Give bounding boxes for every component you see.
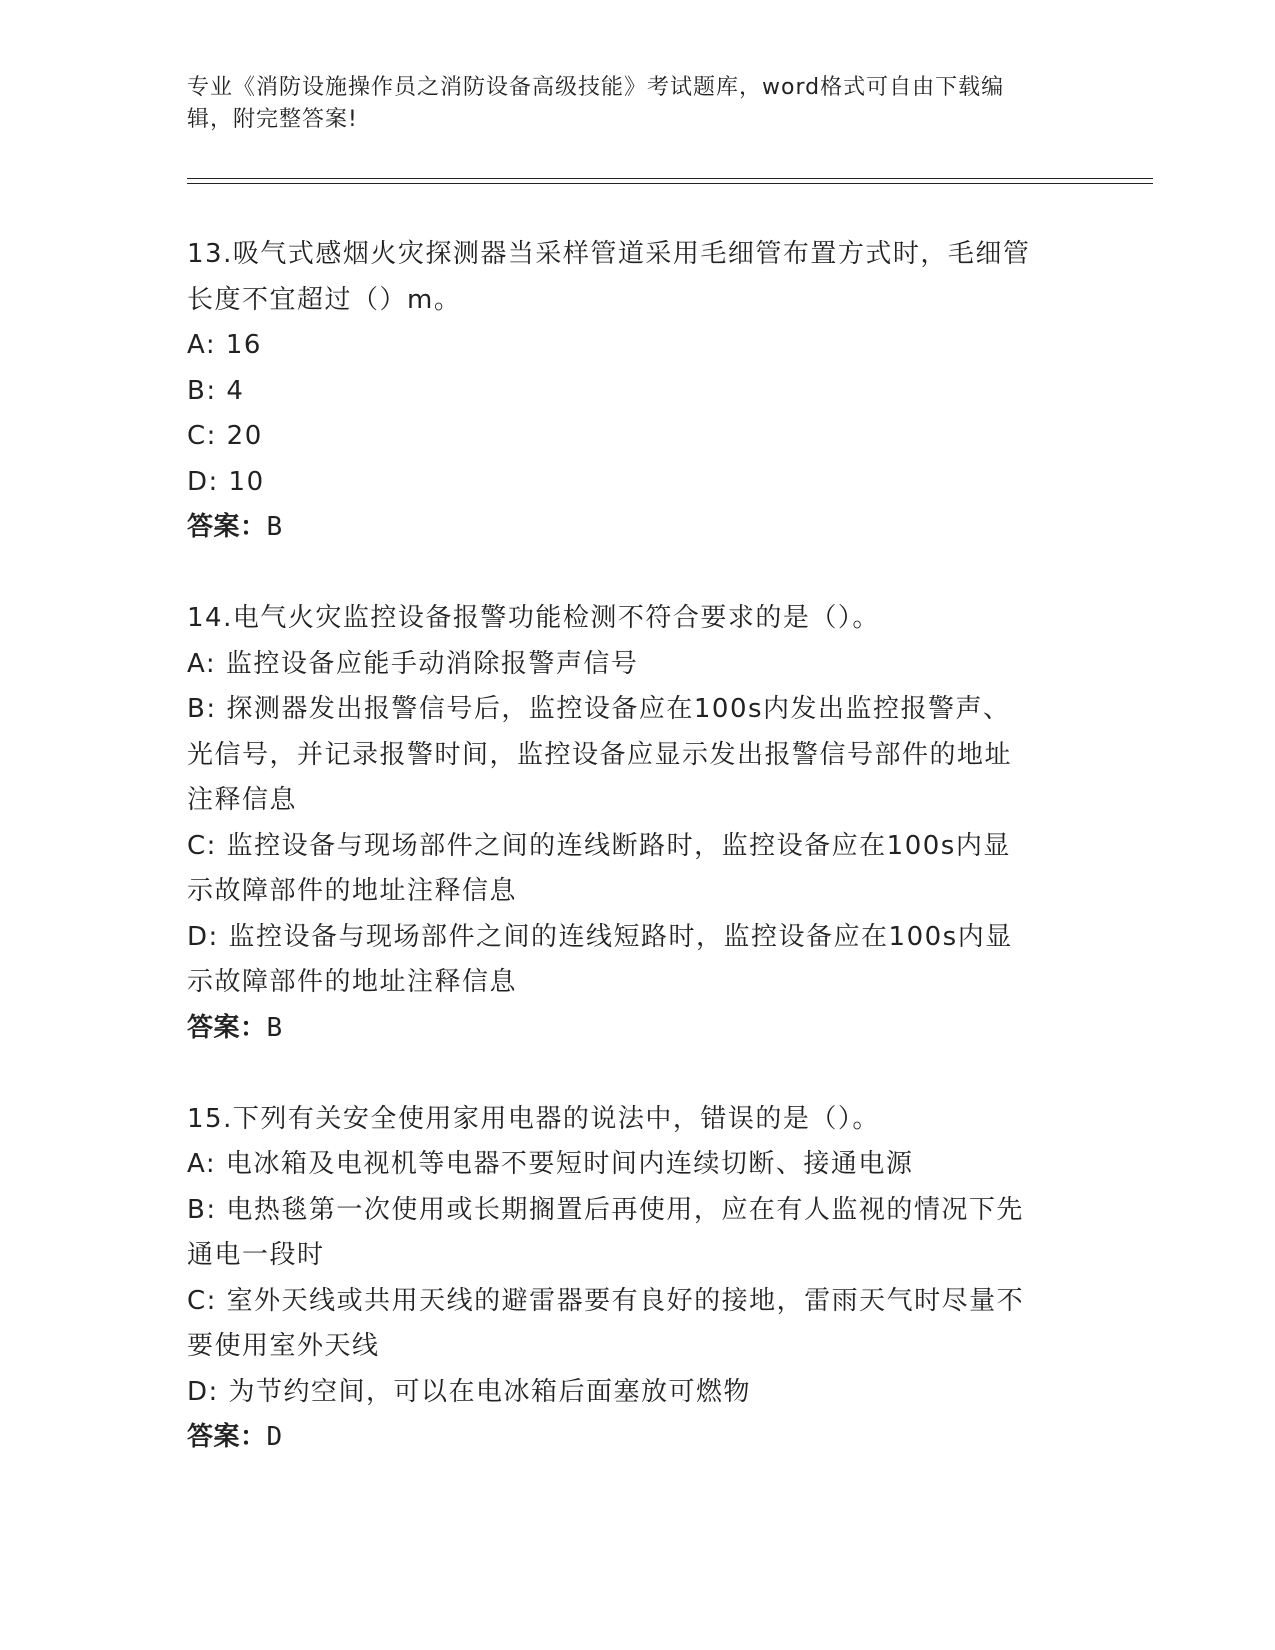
question-list [187, 232, 1087, 1506]
option-d: D: 10 [187, 466, 265, 497]
option-b: B: 4 [187, 375, 245, 406]
option-c: C: 室外天线或共用天线的避雷器要有良好的接地，雷雨天气时尽量不 [187, 1285, 1025, 1316]
option-a: A: 16 [187, 330, 262, 360]
option-b: B: 电热毯第一次使用或长期搁置后再使用，应在有人监视的情况下先 [187, 1194, 1024, 1225]
question-stem: 15.下列有关安全使用家用电器的说法中，错误的是（）。 [187, 1103, 880, 1134]
document-header [187, 72, 1087, 136]
option-b-continued: 通电一段时 [187, 1240, 325, 1270]
option-b-continued: 注释信息 [187, 785, 298, 815]
option-d: D: 为节约空间，可以在电冰箱后面塞放可燃物 [187, 1376, 752, 1407]
question-stem: 13.吸气式感烟火灾探测器当采样管道采用毛细管布置方式时，毛细管 [187, 239, 1031, 269]
option-b-continued: 光信号，并记录报警时间，监控设备应显示发出报警信号部件的地址 [187, 739, 1013, 770]
answer-label: 答案： [187, 1422, 267, 1452]
header-line-2: 辑，附完整答案! [187, 107, 358, 132]
option-a: A: 电冰箱及电视机等电器不要短时间内连续切断、接通电源 [187, 1149, 914, 1179]
answer-value: B [266, 1012, 283, 1043]
question-stem: 14.电气火灾监控设备报警功能检测不符合要求的是（）。 [187, 603, 880, 633]
question-14 [187, 596, 1087, 1051]
answer-value: B [266, 512, 283, 542]
option-d: D: 监控设备与现场部件之间的连线短路时，监控设备应在100s内显 [187, 921, 1013, 952]
question-13 [187, 232, 1087, 551]
answer-value: D [266, 1422, 283, 1452]
answer-label: 答案： [187, 512, 267, 542]
question-stem: 长度不宜超过（）m。 [187, 284, 462, 315]
answer-line [187, 1415, 1087, 1461]
header-line-1: 专业《消防设施操作员之消防设备高级技能》考试题库，word格式可自由下载编 [187, 75, 1005, 100]
header-rule-top [187, 178, 1153, 179]
answer-line [187, 505, 1087, 551]
answer-line [187, 1006, 1087, 1052]
option-d-continued: 示故障部件的地址注释信息 [187, 967, 518, 997]
option-c: C: 监控设备与现场部件之间的连线断路时，监控设备应在100s内显 [187, 830, 1011, 861]
option-b: B: 探测器发出报警信号后，监控设备应在100s内发出监控报警声、 [187, 694, 1011, 724]
question-15 [187, 1097, 1087, 1461]
header-rule-bottom [187, 183, 1153, 184]
option-a: A: 监控设备应能手动消除报警声信号 [187, 648, 639, 679]
option-c-continued: 要使用室外天线 [187, 1331, 380, 1361]
option-c: C: 20 [187, 421, 263, 451]
answer-label: 答案： [187, 1012, 267, 1043]
option-c-continued: 示故障部件的地址注释信息 [187, 876, 518, 906]
